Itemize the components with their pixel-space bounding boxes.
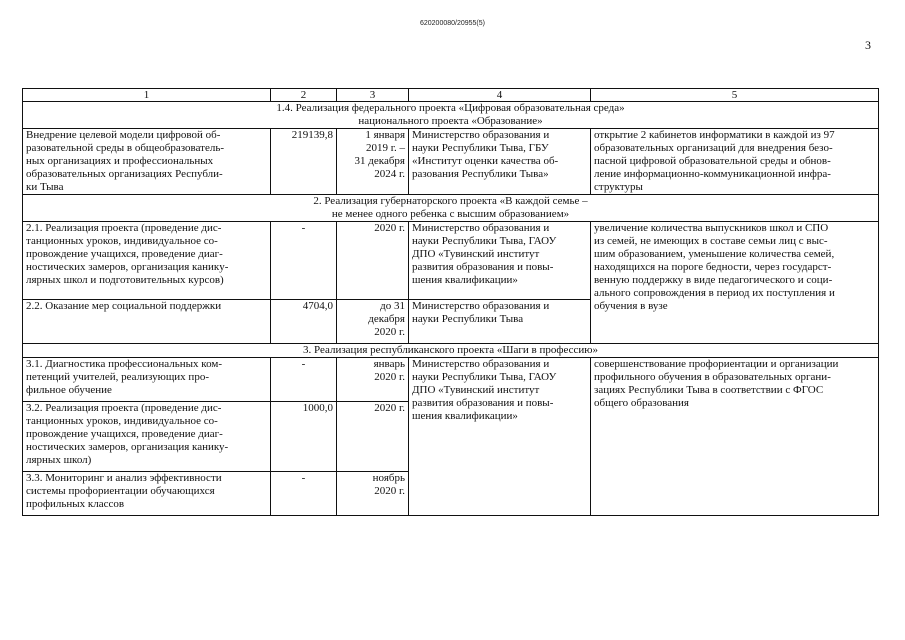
result-cell: совершенствование профориентации и организации профильного обучения в образовательных органи- зациях Республики Тыва в соответствии с ФГОС общего образования <box>591 358 879 516</box>
deadline-cell: 1 января 2019 г. – 31 декабря 2024 г. <box>337 129 409 195</box>
measure-cell: Внедрение целевой модели цифровой об- разовательной среды в общеобразователь- ных организациях и профессиональных образовательных организациях Республи- ки Тыва <box>23 129 271 195</box>
column-header: 2 <box>271 89 337 102</box>
responsible-cell: Министерство образования и науки Республики Тыва, ГАОУ ДПО «Тувинский институт развития образования и повы- шения квалификации» <box>409 222 591 300</box>
plan-table <box>22 88 879 516</box>
section-row <box>23 195 879 222</box>
deadline-cell: до 31 декабря 2020 г. <box>337 300 409 344</box>
funding-cell: 219139,8 <box>271 129 337 195</box>
measure-cell: 3.1. Диагностика профессиональных ком- петенций учителей, реализующих про- фильное обучение <box>23 358 271 402</box>
column-header: 1 <box>23 89 271 102</box>
measure-cell: 2.1. Реализация проекта (проведение дис- танционных уроков, индивидуальное со- провождение учащихся, проведение диаг- ностических замеров, организация каникy- лярных школ и подготовительных курсов) <box>23 222 271 300</box>
deadline-cell: 2020 г. <box>337 222 409 300</box>
funding-cell: - <box>271 358 337 402</box>
column-header: 4 <box>409 89 591 102</box>
column-header: 3 <box>337 89 409 102</box>
funding-cell: - <box>271 222 337 300</box>
deadline-cell: январь 2020 г. <box>337 358 409 402</box>
measure-cell: 3.2. Реализация проекта (проведение дис- танционных уроков, индивидуальное со- провождение учащихся, проведение диаг- ностических замеров, организация канику- лярных школ) <box>23 402 271 472</box>
responsible-cell: Министерство образования и науки Республики Тыва <box>409 300 591 344</box>
table-row <box>23 129 879 195</box>
table-row <box>23 222 879 300</box>
responsible-cell: Министерство образования и науки Республики Тыва, ГБУ «Институт оценки качества об- разования Республики Тыва» <box>409 129 591 195</box>
column-header: 5 <box>591 89 879 102</box>
result-cell: открытие 2 кабинетов информатики в каждой из 97 образовательных организаций для внедрения безо- пасной цифровой образовательной среды и обнов- ление информационно-коммуникационной инфра- структуры <box>591 129 879 195</box>
table-row <box>23 358 879 402</box>
measure-cell: 3.3. Мониторинг и анализ эффективности системы профориентации обучающихся профильных классов <box>23 472 271 516</box>
table-header-row <box>23 89 879 102</box>
document-id: 620200080/20955(5) <box>419 20 485 27</box>
section-row <box>23 102 879 129</box>
section-heading: 2. Реализация губернаторского проекта «В каждой семье – не менее одного ребенка с высшим образованием» <box>23 195 879 222</box>
responsible-cell: Министерство образования и науки Республики Тыва, ГАОУ ДПО «Тувинский институт развития образования и повы- шения квалификации» <box>409 358 591 516</box>
funding-cell: 4704,0 <box>271 300 337 344</box>
section-heading: 1.4. Реализация федерального проекта «Цифровая образовательная среда» национального проекта «Образование» <box>23 102 879 129</box>
section-heading: 3. Реализация республиканского проекта «Шаги в профессию» <box>23 344 879 358</box>
page-number: 3 <box>865 38 871 52</box>
deadline-cell: 2020 г. <box>337 402 409 472</box>
funding-cell: - <box>271 472 337 516</box>
deadline-cell: ноябрь 2020 г. <box>337 472 409 516</box>
funding-cell: 1000,0 <box>271 402 337 472</box>
result-cell: увеличение количества выпускников школ и СПО из семей, не имеющих в составе семьи лиц с выс- шим образованием, уменьшение количества семей, находящихся на пороге бедности, через государст- венную поддержку в виде педагогического и соци- ального сопровождения в период их поступления и обучения в вузе <box>591 222 879 344</box>
section-row <box>23 344 879 358</box>
measure-cell: 2.2. Оказание мер социальной поддержки <box>23 300 271 344</box>
